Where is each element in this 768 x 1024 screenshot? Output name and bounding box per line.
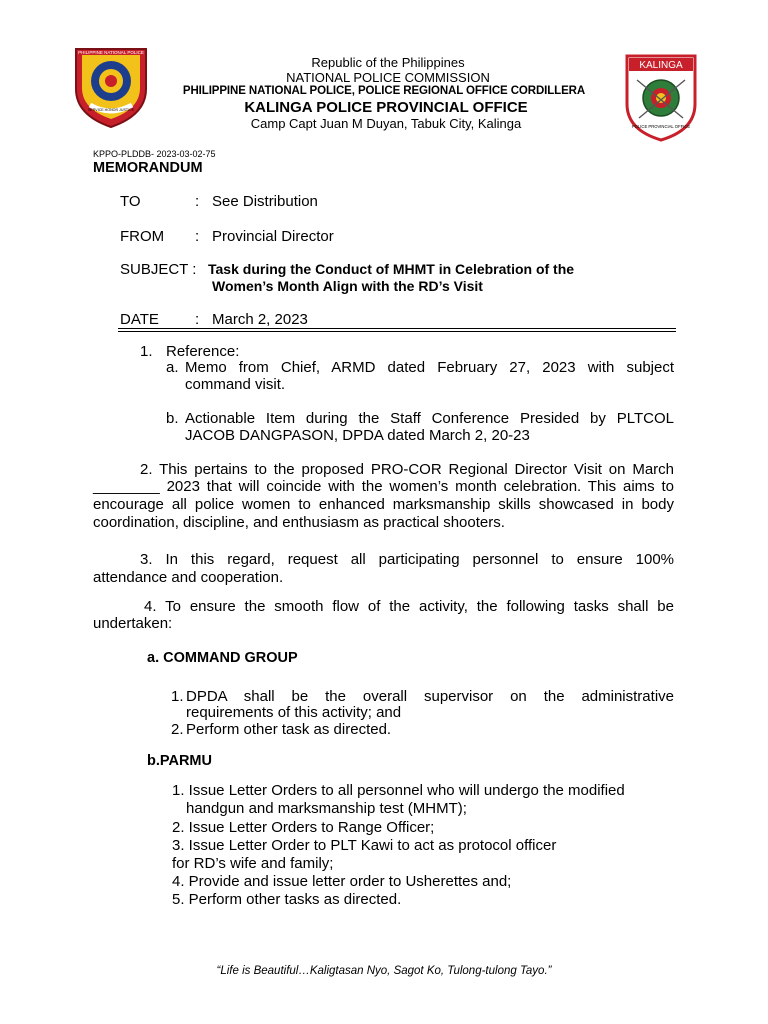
to-colon: : [195, 193, 200, 210]
subject-label: SUBJECT : [120, 261, 197, 278]
task-b1-line-1: 1. Issue Letter Orders to all personnel who will undergo the modified [172, 782, 625, 799]
para1a-line-1: Memo from Chief, ARMD dated February 27, 2023 with subject [185, 359, 674, 376]
para1a-letter: a. [166, 359, 179, 376]
section-b-heading: b.PARMU [147, 753, 212, 769]
header-napolcom: NATIONAL POLICE COMMISSION [286, 70, 490, 85]
to-value: See Distribution [212, 193, 318, 210]
para4-line-2: undertaken: [93, 615, 173, 632]
para1a-line-2: command visit. [185, 376, 286, 393]
para1b-line-2: JACOB DANGPASON, DPDA dated March 2, 20-23 [185, 427, 530, 444]
para1-number: 1. [140, 343, 153, 360]
left-seal-text: PHILIPPINE NATIONAL POLICE [78, 50, 144, 55]
subject-line-2: Women’s Month Align with the RD’s Visit [212, 278, 483, 294]
right-seal-banner: POLICE PROVINCIAL OFFICE [631, 124, 691, 129]
para1b-line-1: Actionable Item during the Staff Conference Presided by PLTCOL [185, 410, 674, 427]
para3-line-2: attendance and cooperation. [93, 569, 284, 586]
para2-line-1: 2. This pertains to the proposed PRO-COR Regional Director Visit on March [140, 461, 674, 478]
task-b2: 2. Issue Letter Orders to Range Officer; [172, 819, 435, 836]
subject-line-1: Task during the Conduct of MHMT in Celebration of the [208, 261, 575, 277]
para2-line-4: coordination, discipline, and enthusiasm as practical shooters. [93, 514, 505, 531]
header-republic: Republic of the Philippines [311, 55, 465, 70]
header-divider-bottom [118, 331, 676, 332]
task-a1-line-2: requirements of this activity; and [186, 704, 402, 721]
task-a2-line-1: Perform other task as directed. [186, 721, 392, 738]
header-office-name: KALINGA POLICE PROVINCIAL OFFICE [244, 99, 528, 116]
header-pnp-pro: PHILIPPINE NATIONAL POLICE, POLICE REGIONAL OFFICE CORDILLERA [182, 85, 586, 97]
para2-line-3: encourage all police women to enhanced marksmanship skills showcased in body [93, 496, 674, 513]
para2-line-2: ________ 2023 that will coincide with the women’s month celebration. This aims to [93, 478, 674, 495]
right-seal-text: KALINGA [639, 60, 683, 71]
task-b5: 5. Perform other tasks as directed. [172, 891, 402, 908]
para1b-letter: b. [166, 410, 179, 427]
date-colon: : [195, 311, 200, 328]
para3-line-1: 3. In this regard, request all participating personnel to ensure 100% [140, 551, 674, 568]
para1-title: Reference: [166, 343, 240, 360]
footer-motto: “Life is Beautiful…Kaligtasan Nyo, Sagot Ko, Tulong-tulong Tayo.” [216, 965, 552, 977]
task-a2-number: 2. [171, 721, 184, 738]
from-label: FROM [120, 228, 165, 245]
date-value: March 2, 2023 [212, 311, 308, 328]
memo-reference-code: KPPO-PLDDB- 2023-03-02-75 [93, 149, 216, 159]
task-a1-number: 1. [171, 688, 184, 705]
task-b1-line-2: handgun and marksmanship test (MHMT); [186, 800, 467, 817]
header-divider-top [118, 328, 676, 329]
section-a-heading: a. COMMAND GROUP [147, 650, 298, 666]
task-b4: 4. Provide and issue letter order to Usherettes and; [172, 873, 512, 890]
to-label: TO [120, 193, 141, 210]
task-b3-line-2: for RD’s wife and family; [172, 855, 334, 872]
para4-line-1: 4. To ensure the smooth flow of the activity, the following tasks shall be [144, 598, 674, 615]
memo-type: MEMORANDUM [93, 160, 203, 176]
task-a1-line-1: DPDA shall be the overall supervisor on the administrative [186, 688, 674, 705]
header-address: Camp Capt Juan M Duyan, Tabuk City, Kalinga [250, 116, 522, 131]
from-value: Provincial Director [212, 228, 334, 245]
left-seal-motto: SERVICE HONOR JUSTICE [87, 108, 135, 112]
task-b3-line-1: 3. Issue Letter Order to PLT Kawi to act as protocol officer [172, 837, 557, 854]
date-label: DATE [120, 311, 159, 328]
from-colon: : [195, 228, 200, 245]
